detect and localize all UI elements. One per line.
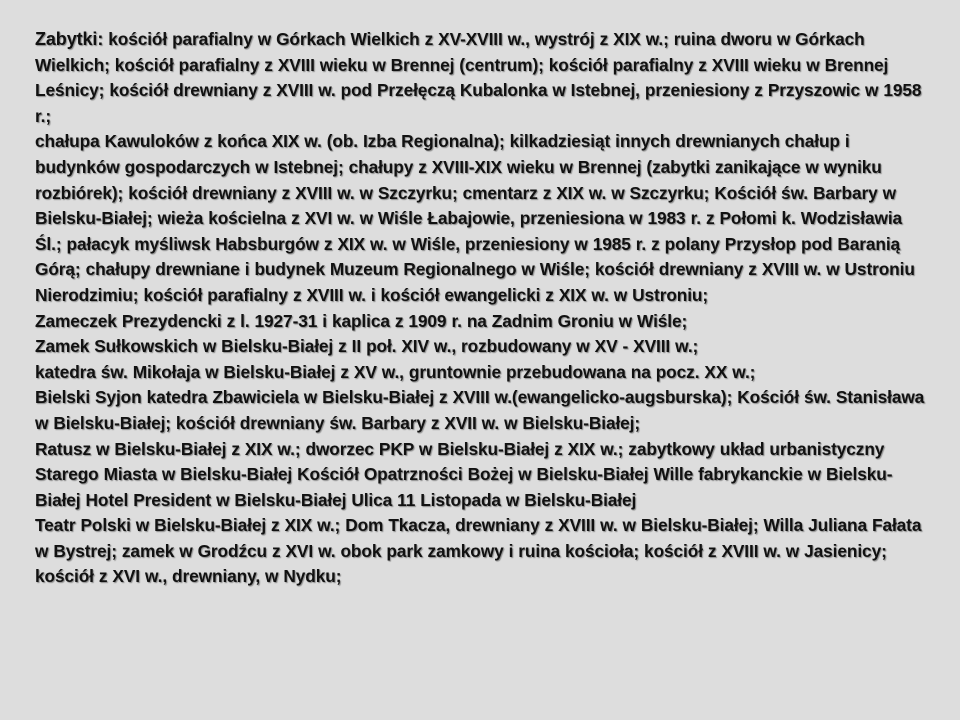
- paragraph-2: chałupa Kawuloków z końca XIX w. (ob. Izba Regionalna); kilkadziesiąt innych drewnianych chałup i budynków gospodarczych w Istebnej; chałupy z XVIII-XIX wieku w Brennej (zabytki zanikające w wyniku rozbiórek); kościół drewniany z XVIII w. w Szczyrku; cmentarz z XIX w. w Szczyrku; Kościół św. Barbary w Bielsku-Białej; wieża kościelna z XVI w. w Wiśle Łabajowie, przeniesiona w 1983 r. z Połomi k. Wodzisławia Śl.; pałacyk myśliwsk Habsburgów z XIX w. w Wiśle, przeniesiony w 1985 r. z polany Przysłop pod Baranią Górą; chałupy drewniane i budynek Muzeum Regionalnego w Wiśle; kościół drewniany z XVIII w. w Ustroniu Nierodzimiu; kościół parafialny z XVIII w. i kościół ewangelicki z XIX w. w Ustroniu;: [35, 131, 915, 305]
- paragraph-1: [35, 27, 925, 129]
- paragraph-7: Ratusz w Bielsku-Białej z XIX w.; dworzec PKP w Bielsku-Białej z XIX w.; zabytkowy układ urbanistyczny Starego Miasta w Bielsku-Białej Kościół Opatrzności Bożej w Bielsku-Białej Wille fabrykanckie w Bielsku-Białej Hotel President w Bielsku-Białej Ulica 11 Listopada w Bielsku-Białej: [35, 438, 893, 510]
- paragraph-1-text: kościół parafialny w Górkach Wielkich z XV-XVIII w., wystrój z XIX w.; ruina dworu w Górkach Wielkich; kościół parafialny z XVIII wieku w Brennej (centrum); kościół parafialny z XVIII wieku w Brennej Leśnicy; kościół drewniany z XVIII w. pod Przełęczą Kubalonka w Istebnej, przeniesiony z Przyszowic w 1958 r.;: [35, 29, 922, 126]
- paragraph-4: Zamek Sułkowskich w Bielsku-Białej z II poł. XIV w., rozbudowany w XV - XVIII w.;: [35, 336, 699, 357]
- paragraph-8: Teatr Polski w Bielsku-Białej z XIX w.; Dom Tkacza, drewniany z XVIII w. w Bielsku-Białej; Willa Juliana Fałata w Bystrej; zamek w Grodźcu z XVI w. obok park zamkowy i ruina kościoła; kościół z XVIII w. w Jasienicy; kościół z XVI w., drewniany, w Nydku;: [35, 515, 922, 587]
- monuments-label: Zabytki:: [35, 29, 104, 49]
- monuments-text-block: [35, 27, 925, 590]
- paragraph-5: katedra św. Mikołaja w Bielsku-Białej z XV w., gruntownie przebudowana na pocz. XX w.;: [35, 361, 756, 382]
- paragraph-6: Bielski Syjon katedra Zbawiciela w Bielsku-Białej z XVIII w.(ewangelicko-augsburska); Kościół św. Stanisława w Bielsku-Białej; kościół drewniany św. Barbary z XVII w. w Bielsku-Białej;: [35, 387, 925, 433]
- paragraph-3: Zameczek Prezydencki z l. 1927-31 i kaplica z 1909 r. na Zadnim Groniu w Wiśle;: [35, 310, 688, 331]
